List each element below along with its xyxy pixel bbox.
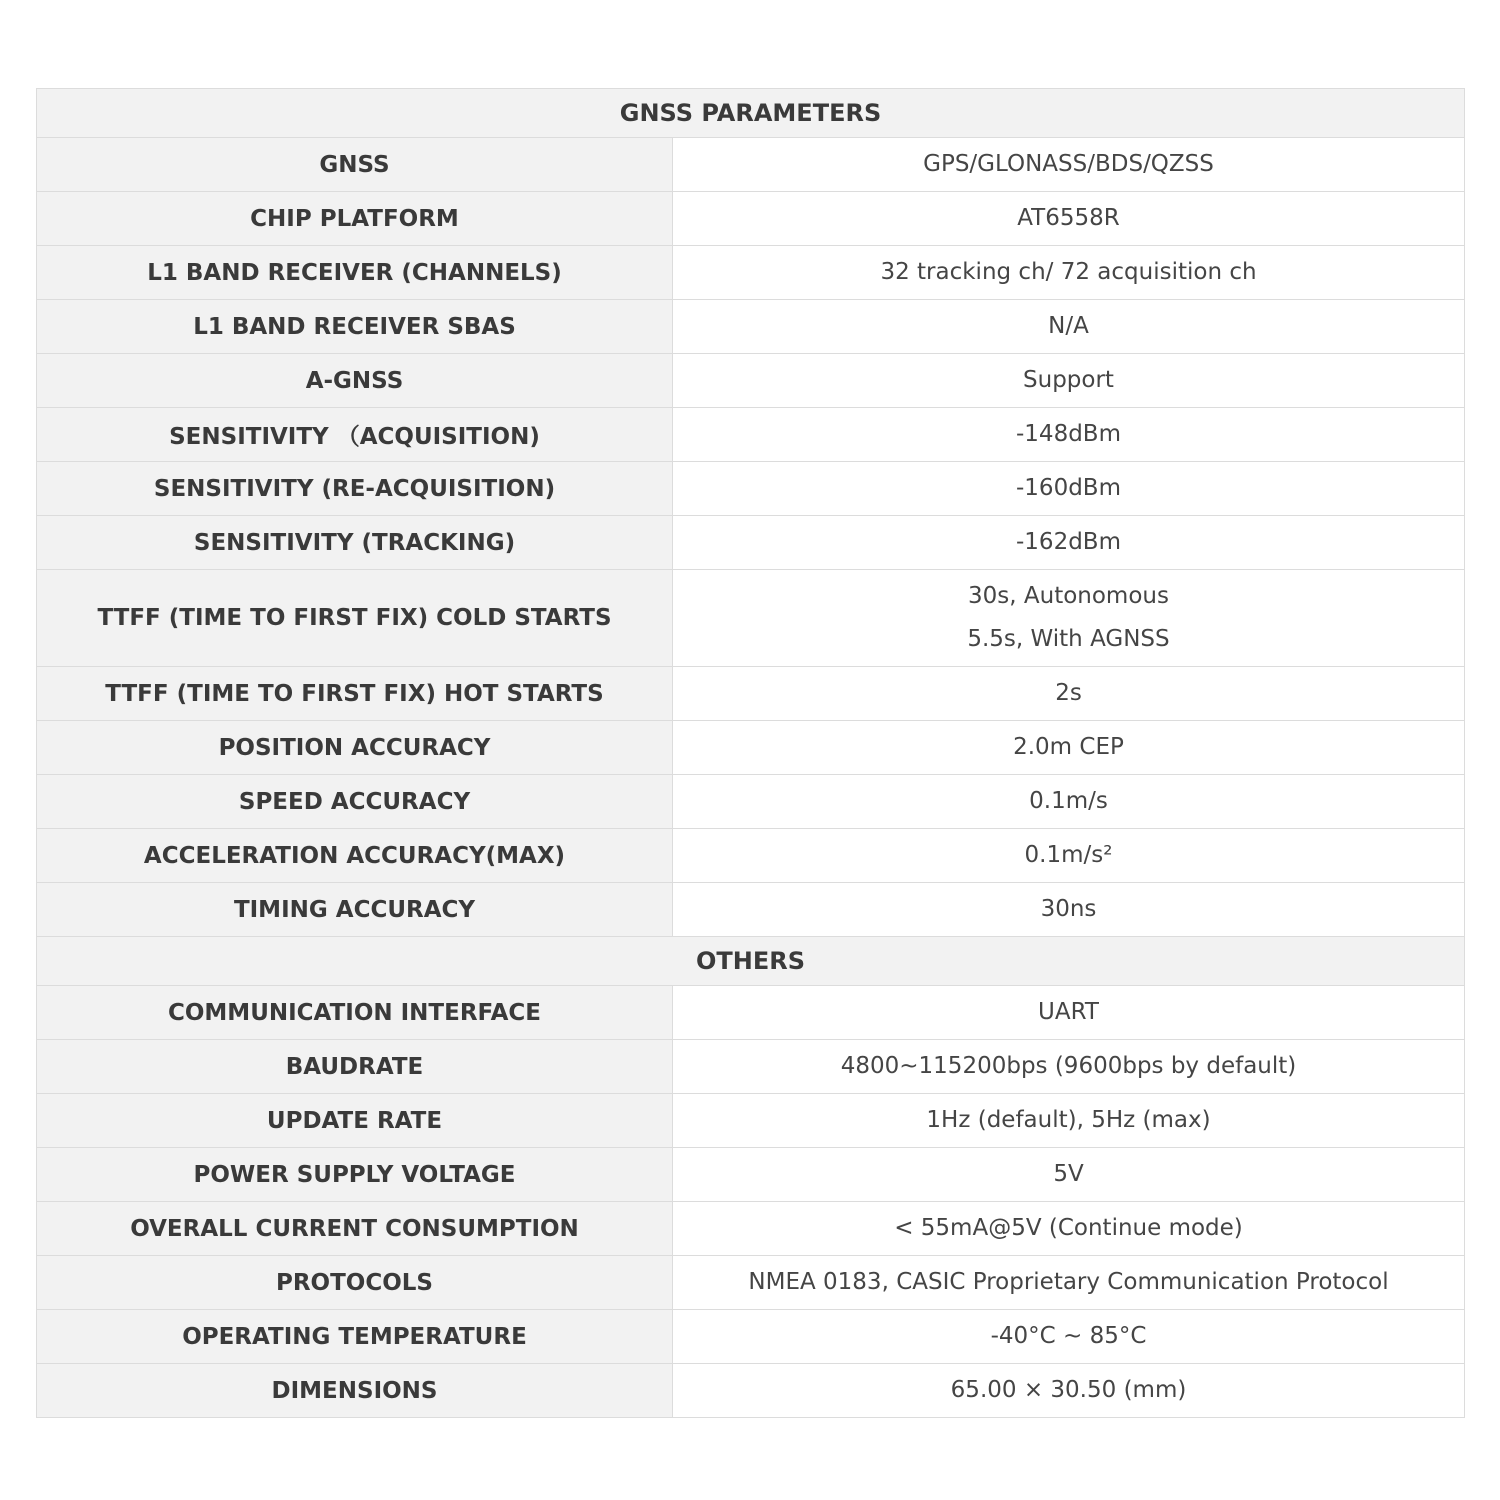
parameter-value (673, 986, 1465, 1040)
parameter-value-line: -162dBm (1016, 529, 1121, 555)
parameter-value (673, 408, 1465, 462)
table-row (37, 516, 1465, 570)
parameter-value (673, 829, 1465, 883)
parameter-value (673, 1364, 1465, 1418)
parameter-value (673, 775, 1465, 829)
parameter-value (673, 192, 1465, 246)
parameter-label: L1 BAND RECEIVER SBAS (37, 300, 673, 354)
parameter-value-line: 65.00 × 30.50 (mm) (950, 1377, 1187, 1403)
table-row (37, 1040, 1465, 1094)
parameter-value-line: 30s, Autonomous (968, 583, 1169, 609)
parameter-label: POWER SUPPLY VOLTAGE (37, 1148, 673, 1202)
table-row (37, 986, 1465, 1040)
parameter-label: L1 BAND RECEIVER (CHANNELS) (37, 246, 673, 300)
parameter-value-line: 5V (1053, 1161, 1084, 1187)
parameter-label: CHIP PLATFORM (37, 192, 673, 246)
parameter-value (673, 667, 1465, 721)
parameter-label: SENSITIVITY (TRACKING) (37, 516, 673, 570)
table-row (37, 1148, 1465, 1202)
parameter-value-line: 1Hz (default), 5Hz (max) (926, 1107, 1211, 1133)
section-title: GNSS PARAMETERS (37, 89, 1465, 138)
parameter-value (673, 246, 1465, 300)
parameter-label: SENSITIVITY （ACQUISITION) (37, 408, 673, 462)
section-title: OTHERS (37, 937, 1465, 986)
parameter-value (673, 883, 1465, 937)
table-row (37, 1202, 1465, 1256)
table-row (37, 570, 1465, 667)
parameter-label: POSITION ACCURACY (37, 721, 673, 775)
parameter-value (673, 721, 1465, 775)
table-row (37, 138, 1465, 192)
parameter-label: SENSITIVITY (RE-ACQUISITION) (37, 462, 673, 516)
table-row (37, 775, 1465, 829)
spec-table (36, 88, 1465, 1418)
parameter-value (673, 462, 1465, 516)
table-row (37, 300, 1465, 354)
parameter-value-line: 2.0m CEP (1013, 734, 1124, 760)
table-row (37, 246, 1465, 300)
parameter-value-line: -148dBm (1016, 421, 1121, 447)
parameter-value (673, 354, 1465, 408)
table-row (37, 1364, 1465, 1418)
parameter-value (673, 1094, 1465, 1148)
table-row (37, 667, 1465, 721)
table-row (37, 354, 1465, 408)
parameter-value (673, 1148, 1465, 1202)
parameter-label: PROTOCOLS (37, 1256, 673, 1310)
parameter-value (673, 570, 1465, 667)
table-row (37, 721, 1465, 775)
parameter-value-line: NMEA 0183, CASIC Proprietary Communication Protocol (748, 1269, 1389, 1295)
parameter-label: COMMUNICATION INTERFACE (37, 986, 673, 1040)
section-header-row (37, 937, 1465, 986)
parameter-label: OVERALL CURRENT CONSUMPTION (37, 1202, 673, 1256)
parameter-label: ACCELERATION ACCURACY(MAX) (37, 829, 673, 883)
parameter-value-line: 0.1m/s² (1024, 842, 1113, 868)
table-row (37, 1256, 1465, 1310)
parameter-value-line: -160dBm (1016, 475, 1121, 501)
parameter-label: TTFF (TIME TO FIRST FIX) HOT STARTS (37, 667, 673, 721)
parameter-value-line: GPS/GLONASS/BDS/QZSS (923, 151, 1214, 177)
table-row (37, 1094, 1465, 1148)
parameter-value-line: 4800~115200bps (9600bps by default) (840, 1053, 1297, 1079)
parameter-value-line: 0.1m/s (1029, 788, 1108, 814)
table-row (37, 1310, 1465, 1364)
parameter-value (673, 138, 1465, 192)
parameter-label: TIMING ACCURACY (37, 883, 673, 937)
parameter-label: TTFF (TIME TO FIRST FIX) COLD STARTS (37, 570, 673, 667)
parameter-value-line: 32 tracking ch/ 72 acquisition ch (880, 259, 1257, 285)
parameter-value-line: N/A (1048, 313, 1089, 339)
spec-table-body (37, 89, 1465, 1418)
parameter-value-line: Support (1023, 367, 1114, 393)
parameter-label: A-GNSS (37, 354, 673, 408)
parameter-value-line: -40°C ~ 85°C (990, 1323, 1147, 1349)
table-row (37, 883, 1465, 937)
parameter-label: SPEED ACCURACY (37, 775, 673, 829)
parameter-label: GNSS (37, 138, 673, 192)
parameter-value (673, 1256, 1465, 1310)
parameter-value (673, 1202, 1465, 1256)
parameter-label: BAUDRATE (37, 1040, 673, 1094)
parameter-value-line: 30ns (1040, 896, 1097, 922)
parameter-label: OPERATING TEMPERATURE (37, 1310, 673, 1364)
section-header-row (37, 89, 1465, 138)
parameter-value-line: 5.5s, With AGNSS (967, 626, 1170, 652)
parameter-label: UPDATE RATE (37, 1094, 673, 1148)
table-row (37, 408, 1465, 462)
parameter-value-line: 2s (1055, 680, 1082, 706)
parameter-label: DIMENSIONS (37, 1364, 673, 1418)
parameter-value (673, 516, 1465, 570)
table-row (37, 462, 1465, 516)
table-row (37, 192, 1465, 246)
parameter-value (673, 1310, 1465, 1364)
parameter-value-line: AT6558R (1017, 205, 1120, 231)
table-row (37, 829, 1465, 883)
parameter-value (673, 300, 1465, 354)
parameter-value-line: < 55mA@5V (Continue mode) (894, 1215, 1243, 1241)
parameter-value (673, 1040, 1465, 1094)
parameter-value-line: UART (1038, 999, 1099, 1025)
